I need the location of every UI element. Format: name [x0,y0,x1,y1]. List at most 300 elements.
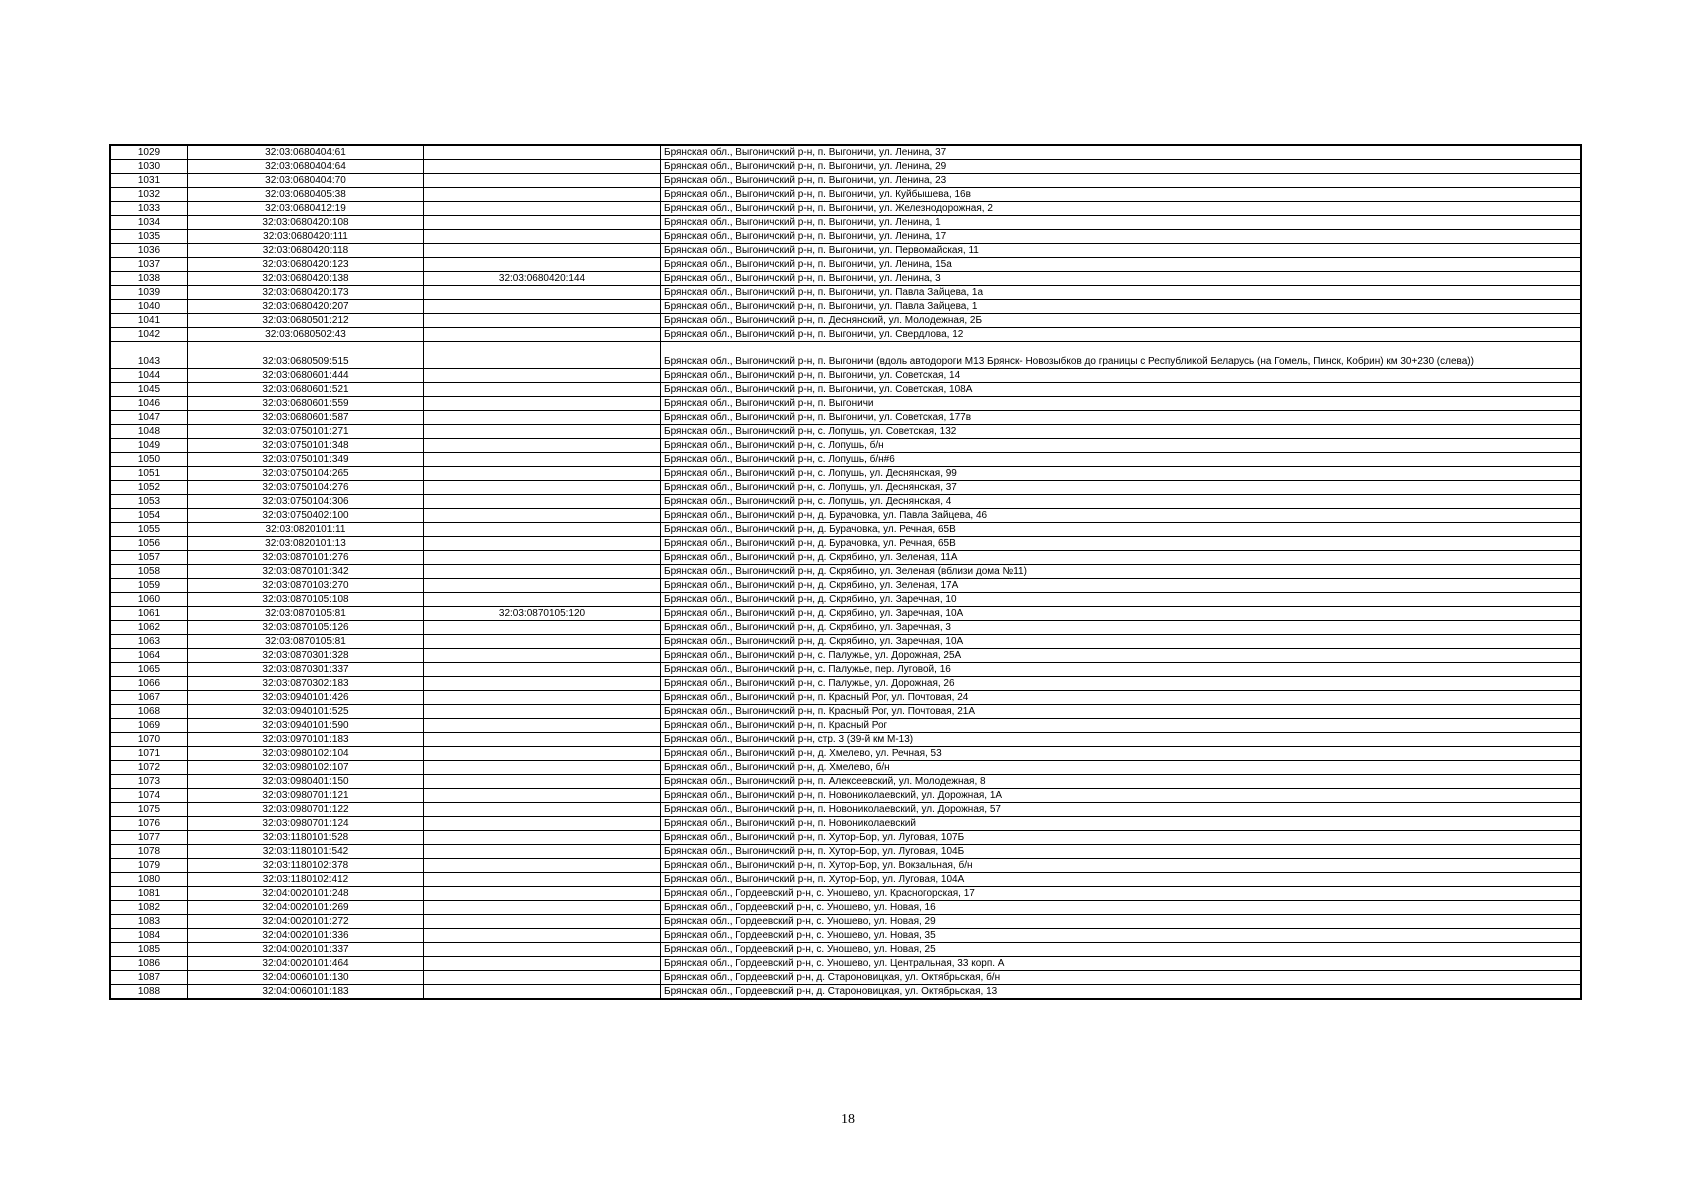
table-row [110,314,1581,328]
cadastral-number-cell: 32:04:0020101:248 [188,887,424,901]
table-row [110,160,1581,174]
table-row [110,328,1581,342]
table-row [110,593,1581,607]
cadastral-number-cell: 32:03:0980102:107 [188,761,424,775]
row-number-cell: 1031 [110,174,188,188]
linked-cadastral-number-cell [424,789,661,803]
address-cell: Брянская обл., Выгоничский р-н, п. Хутор-Бор, ул. Луговая, 104Б [661,845,1582,859]
address-cell: Брянская обл., Выгоничский р-н, п. Красный Рог, ул. Почтовая, 24 [661,691,1582,705]
address-cell: Брянская обл., Выгоничский р-н, п. Выгоничи, ул. Ленина, 3 [661,272,1582,286]
cadastral-number-cell: 32:03:1180101:542 [188,845,424,859]
cadastral-number-cell: 32:03:0870105:81 [188,635,424,649]
row-number-cell: 1070 [110,733,188,747]
table-row [110,845,1581,859]
row-number-cell: 1056 [110,537,188,551]
address-cell: Брянская обл., Выгоничский р-н, п. Выгоничи, ул. Ленина, 37 [661,145,1582,160]
row-number-cell: 1059 [110,579,188,593]
linked-cadastral-number-cell [424,663,661,677]
linked-cadastral-number-cell [424,747,661,761]
table-row [110,481,1581,495]
table-row [110,579,1581,593]
table-row [110,174,1581,188]
row-number-cell: 1051 [110,467,188,481]
table-row [110,789,1581,803]
table-row [110,565,1581,579]
table-row [110,985,1581,1000]
linked-cadastral-number-cell [424,621,661,635]
linked-cadastral-number-cell [424,230,661,244]
row-number-cell: 1044 [110,369,188,383]
address-cell: Брянская обл., Выгоничский р-н, с. Лопушь, б/н [661,439,1582,453]
table-row [110,719,1581,733]
row-number-cell: 1045 [110,383,188,397]
row-number-cell: 1071 [110,747,188,761]
table-row [110,873,1581,887]
address-cell: Брянская обл., Выгоничский р-н, д. Скрябино, ул. Заречная, 10А [661,635,1582,649]
linked-cadastral-number-cell [424,286,661,300]
linked-cadastral-number-cell [424,145,661,160]
linked-cadastral-number-cell [424,244,661,258]
table-row [110,817,1581,831]
address-cell: Брянская обл., Выгоничский р-н, п. Выгоничи, ул. Первомайская, 11 [661,244,1582,258]
address-cell: Брянская обл., Выгоничский р-н, с. Палужье, ул. Дорожная, 25А [661,649,1582,663]
linked-cadastral-number-cell [424,258,661,272]
address-cell: Брянская обл., Выгоничский р-н, стр. 3 (39-й км М-13) [661,733,1582,747]
linked-cadastral-number-cell [424,971,661,985]
table-row [110,649,1581,663]
cadastral-number-cell: 32:03:0820101:11 [188,523,424,537]
table-row [110,495,1581,509]
row-number-cell: 1046 [110,397,188,411]
cadastral-number-cell: 32:04:0060101:130 [188,971,424,985]
row-number-cell: 1043 [110,342,188,369]
cadastral-number-cell: 32:03:0870101:342 [188,565,424,579]
cadastral-number-cell: 32:04:0020101:269 [188,901,424,915]
linked-cadastral-number-cell [424,565,661,579]
row-number-cell: 1030 [110,160,188,174]
cadastral-number-cell: 32:03:0680404:70 [188,174,424,188]
address-cell: Брянская обл., Выгоничский р-н, п. Выгоничи, ул. Ленина, 23 [661,174,1582,188]
row-number-cell: 1064 [110,649,188,663]
row-number-cell: 1068 [110,705,188,719]
address-cell: Брянская обл., Выгоничский р-н, д. Бурачовка, ул. Речная, 65В [661,523,1582,537]
table-row [110,272,1581,286]
linked-cadastral-number-cell [424,915,661,929]
linked-cadastral-number-cell [424,369,661,383]
table-row [110,929,1581,943]
table-row [110,691,1581,705]
page-number: 18 [841,1112,855,1127]
cadastral-number-cell: 32:03:0980701:122 [188,803,424,817]
address-cell: Брянская обл., Выгоничский р-н, п. Выгоничи, ул. Советская, 177в [661,411,1582,425]
linked-cadastral-number-cell [424,509,661,523]
cadastral-number-cell: 32:03:0680601:521 [188,383,424,397]
address-cell: Брянская обл., Гордеевский р-н, с. Уношево, ул. Новая, 25 [661,943,1582,957]
row-number-cell: 1037 [110,258,188,272]
row-number-cell: 1083 [110,915,188,929]
row-number-cell: 1034 [110,216,188,230]
linked-cadastral-number-cell [424,300,661,314]
table-row [110,621,1581,635]
linked-cadastral-number-cell [424,803,661,817]
row-number-cell: 1080 [110,873,188,887]
cadastral-number-cell: 32:03:0680420:118 [188,244,424,258]
linked-cadastral-number-cell [424,425,661,439]
cadastral-number-cell: 32:03:0870105:126 [188,621,424,635]
row-number-cell: 1084 [110,929,188,943]
row-number-cell: 1047 [110,411,188,425]
cadastral-number-cell: 32:03:0680420:207 [188,300,424,314]
row-number-cell: 1042 [110,328,188,342]
linked-cadastral-number-cell [424,957,661,971]
row-number-cell: 1035 [110,230,188,244]
table-row [110,733,1581,747]
cadastral-number-cell: 32:03:0870103:270 [188,579,424,593]
address-cell: Брянская обл., Выгоничский р-н, п. Новониколаевский, ул. Дорожная, 57 [661,803,1582,817]
table-row [110,537,1581,551]
row-number-cell: 1062 [110,621,188,635]
linked-cadastral-number-cell [424,523,661,537]
address-cell: Брянская обл., Выгоничский р-н, д. Хмелево, б/н [661,761,1582,775]
table-row [110,145,1581,160]
row-number-cell: 1069 [110,719,188,733]
linked-cadastral-number-cell [424,831,661,845]
cadastral-number-cell: 32:03:0870105:81 [188,607,424,621]
linked-cadastral-number-cell [424,495,661,509]
cadastral-number-cell: 32:03:1180102:378 [188,859,424,873]
linked-cadastral-number-cell [424,845,661,859]
address-cell: Брянская обл., Гордеевский р-н, д. Староновицкая, ул. Октябрьская, 13 [661,985,1582,1000]
row-number-cell: 1081 [110,887,188,901]
row-number-cell: 1065 [110,663,188,677]
cadastral-number-cell: 32:03:0980701:121 [188,789,424,803]
linked-cadastral-number-cell [424,593,661,607]
address-cell: Брянская обл., Выгоничский р-н, п. Выгоничи, ул. Ленина, 17 [661,230,1582,244]
cadastral-number-cell: 32:03:0680404:61 [188,145,424,160]
address-cell: Брянская обл., Выгоничский р-н, с. Лопушь, ул. Советская, 132 [661,425,1582,439]
cadastral-number-cell: 32:03:0970101:183 [188,733,424,747]
address-cell: Брянская обл., Выгоничский р-н, п. Красный Рог, ул. Почтовая, 21А [661,705,1582,719]
cadastral-table [109,144,1582,1000]
cadastral-number-cell: 32:03:0750104:276 [188,481,424,495]
linked-cadastral-number-cell [424,775,661,789]
linked-cadastral-number-cell [424,887,661,901]
row-number-cell: 1060 [110,593,188,607]
linked-cadastral-number-cell [424,481,661,495]
linked-cadastral-number-cell [424,453,661,467]
row-number-cell: 1079 [110,859,188,873]
table-row [110,775,1581,789]
address-cell: Брянская обл., Выгоничский р-н, п. Новониколаевский, ул. Дорожная, 1А [661,789,1582,803]
table-row [110,425,1581,439]
table-row [110,747,1581,761]
cadastral-number-cell: 32:03:0680420:111 [188,230,424,244]
address-cell: Брянская обл., Выгоничский р-н, д. Скрябино, ул. Зеленая (вблизи дома №11) [661,565,1582,579]
row-number-cell: 1067 [110,691,188,705]
row-number-cell: 1055 [110,523,188,537]
row-number-cell: 1073 [110,775,188,789]
linked-cadastral-number-cell [424,314,661,328]
table-row [110,915,1581,929]
cadastral-number-cell: 32:03:0680420:108 [188,216,424,230]
cadastral-number-cell: 32:03:0680420:123 [188,258,424,272]
cadastral-number-cell: 32:03:0680502:43 [188,328,424,342]
linked-cadastral-number-cell [424,160,661,174]
linked-cadastral-number-cell: 32:03:0680420:144 [424,272,661,286]
linked-cadastral-number-cell: 32:03:0870105:120 [424,607,661,621]
linked-cadastral-number-cell [424,439,661,453]
table-row [110,831,1581,845]
row-number-cell: 1049 [110,439,188,453]
address-cell: Брянская обл., Выгоничский р-н, п. Выгоничи, ул. Куйбышева, 16в [661,188,1582,202]
address-cell: Брянская обл., Выгоничский р-н, с. Лопушь, б/н#6 [661,453,1582,467]
table-row [110,397,1581,411]
table-row [110,202,1581,216]
cadastral-number-cell: 32:03:0980102:104 [188,747,424,761]
table-row [110,244,1581,258]
row-number-cell: 1054 [110,509,188,523]
table-row [110,453,1581,467]
cadastral-number-cell: 32:03:0680412:19 [188,202,424,216]
cadastral-number-cell: 32:03:0680420:138 [188,272,424,286]
table-row [110,971,1581,985]
cadastral-number-cell: 32:04:0060101:183 [188,985,424,1000]
table-row [110,216,1581,230]
cadastral-number-cell: 32:03:1180102:412 [188,873,424,887]
linked-cadastral-number-cell [424,649,661,663]
address-cell: Брянская обл., Выгоничский р-н, п. Выгоничи, ул. Железнодорожная, 2 [661,202,1582,216]
cadastral-number-cell: 32:03:0870101:276 [188,551,424,565]
row-number-cell: 1063 [110,635,188,649]
table-row [110,943,1581,957]
address-cell: Брянская обл., Выгоничский р-н, д. Скрябино, ул. Заречная, 10А [661,607,1582,621]
address-cell: Брянская обл., Выгоничский р-н, п. Выгоничи, ул. Павла Зайцева, 1а [661,286,1582,300]
address-cell: Брянская обл., Выгоничский р-н, п. Выгоничи, ул. Свердлова, 12 [661,328,1582,342]
table-row [110,635,1581,649]
row-number-cell: 1053 [110,495,188,509]
address-cell: Брянская обл., Выгоничский р-н, п. Хутор-Бор, ул. Луговая, 104А [661,873,1582,887]
row-number-cell: 1036 [110,244,188,258]
table-row [110,901,1581,915]
table-row [110,509,1581,523]
cadastral-number-cell: 32:03:0750104:306 [188,495,424,509]
address-cell: Брянская обл., Выгоничский р-н, п. Выгоничи, ул. Советская, 108А [661,383,1582,397]
table-row [110,677,1581,691]
row-number-cell: 1039 [110,286,188,300]
cadastral-number-cell: 32:03:0940101:426 [188,691,424,705]
table-row [110,803,1581,817]
row-number-cell: 1077 [110,831,188,845]
table-row [110,286,1581,300]
table-row [110,887,1581,901]
linked-cadastral-number-cell [424,733,661,747]
address-cell: Брянская обл., Выгоничский р-н, д. Скрябино, ул. Заречная, 10 [661,593,1582,607]
linked-cadastral-number-cell [424,705,661,719]
table-row [110,523,1581,537]
table-row [110,342,1581,369]
cadastral-number-cell: 32:03:0680501:212 [188,314,424,328]
cadastral-number-cell: 32:03:0870301:337 [188,663,424,677]
linked-cadastral-number-cell [424,635,661,649]
linked-cadastral-number-cell [424,873,661,887]
address-cell: Брянская обл., Выгоничский р-н, д. Бурачовка, ул. Речная, 65В [661,537,1582,551]
address-cell: Брянская обл., Выгоничский р-н, д. Бурачовка, ул. Павла Зайцева, 46 [661,509,1582,523]
cadastral-number-cell: 32:03:0870302:183 [188,677,424,691]
linked-cadastral-number-cell [424,929,661,943]
linked-cadastral-number-cell [424,901,661,915]
table-row [110,859,1581,873]
linked-cadastral-number-cell [424,202,661,216]
row-number-cell: 1038 [110,272,188,286]
cadastral-number-cell: 32:03:0940101:590 [188,719,424,733]
linked-cadastral-number-cell [424,943,661,957]
row-number-cell: 1066 [110,677,188,691]
table-row [110,957,1581,971]
table-row [110,705,1581,719]
cadastral-number-cell: 32:03:0680601:587 [188,411,424,425]
row-number-cell: 1040 [110,300,188,314]
cadastral-number-cell: 32:04:0020101:337 [188,943,424,957]
address-cell: Брянская обл., Выгоничский р-н, с. Лопушь, ул. Деснянская, 37 [661,481,1582,495]
cadastral-number-cell: 32:03:0680404:64 [188,160,424,174]
address-cell: Брянская обл., Гордеевский р-н, с. Уношево, ул. Новая, 29 [661,915,1582,929]
row-number-cell: 1075 [110,803,188,817]
table-body [110,145,1581,999]
linked-cadastral-number-cell [424,174,661,188]
linked-cadastral-number-cell [424,537,661,551]
address-cell: Брянская обл., Выгоничский р-н, п. Выгоничи [661,397,1582,411]
row-number-cell: 1048 [110,425,188,439]
table-row [110,439,1581,453]
table-row [110,607,1581,621]
table-row [110,663,1581,677]
row-number-cell: 1029 [110,145,188,160]
linked-cadastral-number-cell [424,859,661,873]
table-row [110,300,1581,314]
linked-cadastral-number-cell [424,691,661,705]
address-cell: Брянская обл., Выгоничский р-н, с. Палужье, ул. Дорожная, 26 [661,677,1582,691]
row-number-cell: 1058 [110,565,188,579]
table-row [110,188,1581,202]
address-cell: Брянская обл., Выгоничский р-н, п. Новониколаевский [661,817,1582,831]
table-row [110,258,1581,272]
address-cell: Брянская обл., Выгоничский р-н, с. Палужье, пер. Луговой, 16 [661,663,1582,677]
address-cell: Брянская обл., Гордеевский р-н, д. Староновицкая, ул. Октябрьская, б/н [661,971,1582,985]
row-number-cell: 1086 [110,957,188,971]
address-cell: Брянская обл., Выгоничский р-н, п. Выгоничи, ул. Советская, 14 [661,369,1582,383]
cadastral-number-cell: 32:03:0680601:444 [188,369,424,383]
address-cell: Брянская обл., Выгоничский р-н, п. Красный Рог [661,719,1582,733]
linked-cadastral-number-cell [424,761,661,775]
cadastral-number-cell: 32:03:0870301:328 [188,649,424,663]
address-cell: Брянская обл., Выгоничский р-н, д. Скрябино, ул. Заречная, 3 [661,621,1582,635]
address-cell: Брянская обл., Выгоничский р-н, п. Выгоничи, ул. Ленина, 29 [661,160,1582,174]
address-cell: Брянская обл., Выгоничский р-н, п. Хутор-Бор, ул. Луговая, 107Б [661,831,1582,845]
cadastral-number-cell: 32:03:0980401:150 [188,775,424,789]
cadastral-number-cell: 32:03:0750402:100 [188,509,424,523]
row-number-cell: 1076 [110,817,188,831]
linked-cadastral-number-cell [424,719,661,733]
cadastral-number-cell: 32:03:0980701:124 [188,817,424,831]
address-cell: Брянская обл., Гордеевский р-н, с. Уношево, ул. Центральная, 33 корп. А [661,957,1582,971]
cadastral-number-cell: 32:03:0940101:525 [188,705,424,719]
address-cell: Брянская обл., Выгоничский р-н, п. Хутор-Бор, ул. Вокзальная, б/н [661,859,1582,873]
row-number-cell: 1072 [110,761,188,775]
cadastral-number-cell: 32:03:0750101:348 [188,439,424,453]
address-cell: Брянская обл., Выгоничский р-н, д. Скрябино, ул. Зеленая, 11А [661,551,1582,565]
cadastral-number-cell: 32:03:1180101:528 [188,831,424,845]
linked-cadastral-number-cell [424,342,661,369]
row-number-cell: 1078 [110,845,188,859]
row-number-cell: 1074 [110,789,188,803]
linked-cadastral-number-cell [424,677,661,691]
address-cell: Брянская обл., Гордеевский р-н, с. Уношево, ул. Новая, 35 [661,929,1582,943]
cadastral-number-cell: 32:03:0750101:271 [188,425,424,439]
row-number-cell: 1041 [110,314,188,328]
row-number-cell: 1050 [110,453,188,467]
table-row [110,551,1581,565]
cadastral-number-cell: 32:04:0020101:272 [188,915,424,929]
row-number-cell: 1061 [110,607,188,621]
address-cell: Брянская обл., Выгоничский р-н, д. Скрябино, ул. Зеленая, 17А [661,579,1582,593]
linked-cadastral-number-cell [424,216,661,230]
table-row [110,761,1581,775]
linked-cadastral-number-cell [424,328,661,342]
row-number-cell: 1082 [110,901,188,915]
cadastral-number-cell: 32:03:0680405:38 [188,188,424,202]
table-row [110,467,1581,481]
cadastral-number-cell: 32:03:0750104:265 [188,467,424,481]
linked-cadastral-number-cell [424,397,661,411]
row-number-cell: 1052 [110,481,188,495]
address-cell: Брянская обл., Гордеевский р-н, с. Уношево, ул. Красногорская, 17 [661,887,1582,901]
linked-cadastral-number-cell [424,579,661,593]
address-cell: Брянская обл., Выгоничский р-н, п. Деснянский, ул. Молодежная, 2Б [661,314,1582,328]
row-number-cell: 1033 [110,202,188,216]
address-cell: Брянская обл., Выгоничский р-н, п. Выгоничи, ул. Павла Зайцева, 1 [661,300,1582,314]
cadastral-number-cell: 32:03:0820101:13 [188,537,424,551]
linked-cadastral-number-cell [424,817,661,831]
row-number-cell: 1032 [110,188,188,202]
linked-cadastral-number-cell [424,383,661,397]
linked-cadastral-number-cell [424,467,661,481]
linked-cadastral-number-cell [424,411,661,425]
address-cell: Брянская обл., Выгоничский р-н, с. Лопушь, ул. Деснянская, 99 [661,467,1582,481]
table-row [110,369,1581,383]
address-cell: Брянская обл., Гордеевский р-н, с. Уношево, ул. Новая, 16 [661,901,1582,915]
cadastral-number-cell: 32:03:0680601:559 [188,397,424,411]
address-cell: Брянская обл., Выгоничский р-н, п. Выгоничи, ул. Ленина, 1 [661,216,1582,230]
cadastral-number-cell: 32:04:0020101:464 [188,957,424,971]
row-number-cell: 1057 [110,551,188,565]
table-row [110,411,1581,425]
row-number-cell: 1088 [110,985,188,1000]
cadastral-number-cell: 32:03:0750101:349 [188,453,424,467]
address-cell: Брянская обл., Выгоничский р-н, д. Хмелево, ул. Речная, 53 [661,747,1582,761]
linked-cadastral-number-cell [424,551,661,565]
linked-cadastral-number-cell [424,985,661,1000]
table-row [110,230,1581,244]
cadastral-number-cell: 32:03:0870105:108 [188,593,424,607]
address-cell: Брянская обл., Выгоничский р-н, с. Лопушь, ул. Деснянская, 4 [661,495,1582,509]
cadastral-number-cell: 32:04:0020101:336 [188,929,424,943]
address-cell: Брянская обл., Выгоничский р-н, п. Алексеевский, ул. Молодежная, 8 [661,775,1582,789]
linked-cadastral-number-cell [424,188,661,202]
table-row [110,383,1581,397]
cadastral-number-cell: 32:03:0680420:173 [188,286,424,300]
row-number-cell: 1085 [110,943,188,957]
row-number-cell: 1087 [110,971,188,985]
